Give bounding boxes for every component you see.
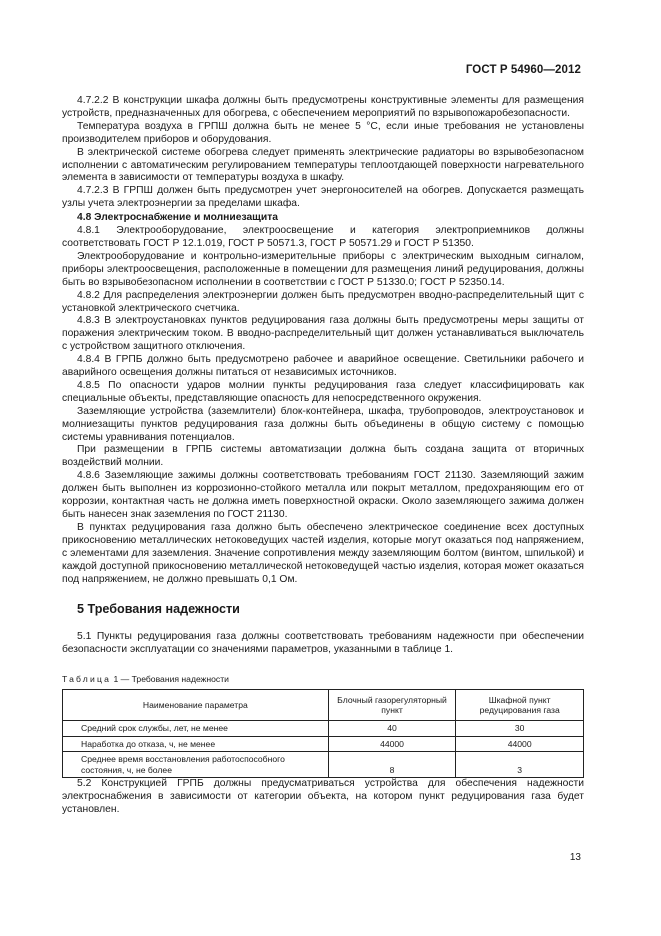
subsection-heading-4-8: 4.8 Электроснабжение и молниезащита xyxy=(77,212,278,224)
page-number: 13 xyxy=(569,852,581,863)
table-header-row xyxy=(63,690,584,721)
paragraph-4-8-3: 4.8.3 В электроустановках пунктов редуцирования газа должны быть предусмотрены меры защиты от поражения электрическим током. В вводно-распределительный щит должен устанавливаться выключатель с устройством защитного отключения. xyxy=(62,315,584,353)
section-heading-5: 5 Требования надежности xyxy=(77,602,240,617)
table-cell: 8 xyxy=(328,752,456,778)
table-cell: Наработка до отказа, ч, не менее xyxy=(63,736,329,752)
paragraph-temperature: Температура воздуха в ГРПШ должна быть не менее 5 °С, если иные требования не установлены производителем приборов и оборудования. xyxy=(62,120,584,145)
paragraph-4-7-2-2: 4.7.2.2 В конструкции шкафа должны быть предусмотрены конструктивные элементы для размещения устройств, предназначенных для обогрева, с обеспечением мероприятий по взрывопожаробезопасности. xyxy=(62,95,584,119)
table-row xyxy=(63,752,584,778)
table-row xyxy=(63,721,584,737)
table-header-parameter: Наименование параметра xyxy=(63,690,329,721)
table-cell: Среднее время восстановления работоспособного состояния, ч, не более xyxy=(63,752,329,778)
paragraph-5-2: 5.2 Конструкцией ГРПБ должны предусматриваться устройства для обеспечения надежности электроснабжения в зависимости от категории объекта, на котором пункт редуцирования газа будет установлен. xyxy=(62,778,584,816)
paragraph-4-7-2-3: 4.7.2.3 В ГРПШ должен быть предусмотрен учет энергоносителей на обогрев. Допускается размещать узлы учета электроэнергии за пределами шкафа. xyxy=(62,185,584,210)
paragraph-grounding-devices: Заземляющие устройства (заземлители) блок-контейнера, шкафа, трубопроводов, электроустановок и молниезащиты пунктов редуцирования газа должны быть объединены в общую систему с помощью системы уравнивания потенциалов. xyxy=(62,405,584,443)
paragraph-explosion-proof: Электрооборудование и контрольно-измерительные приборы с электрическим выходным сигналом, приборы электроосвещения, расположенные в помещении для размещения линий редуцирования, должны быть во взрывобезопасном исполнении в соответствии с ГОСТ Р 51330.0; ГОСТ Р 52350.14. xyxy=(62,250,584,288)
table-caption-text: 1 — Требования надежности xyxy=(113,674,229,685)
paragraph-4-8-5: 4.8.5 По опасности ударов молнии пункты редуцирования газа следует классифицировать как специальные объекты, представляющие опасность для непосредственного окружения. xyxy=(62,379,584,404)
paragraph-5-1: 5.1 Пункты редуцирования газа должны соответствовать требованиям надежности при обеспечении безопасности эксплуатации со значениями параметров, указанными в таблице 1. xyxy=(62,631,584,656)
table-row xyxy=(63,736,584,752)
table-caption xyxy=(62,674,584,685)
paragraph-electrical-connection: В пунктах редуцирования газа должно быть обеспечено электрическое соединение всех доступных прикосновению металлических нетоковедущих частей изделия, которые могут оказаться под напряжением, с элементами для заземления. Значение сопротивления между заземляющим болтом (винтом, шпилькой) и каждой доступной прикосновению металлической нетоковедущей частью изделия, которая может оказаться под напряжением, не должно превышать 0,1 Ом. xyxy=(62,521,584,585)
table-cell: Средний срок службы, лет, не менее xyxy=(63,721,329,737)
table-caption-word: Таблица xyxy=(62,674,112,685)
table-cell: 44000 xyxy=(328,736,456,752)
paragraph-4-8-6: 4.8.6 Заземляющие зажимы должны соответствовать требованиям ГОСТ 21130. Заземляющий зажим должен быть выполнен из коррозионно-стойкого металла или покрыт металлом, предохраняющим его от коррозии, контактная часть не должна иметь поверхностной окраски. Около заземляющего зажима должен быть нанесен знак заземления по ГОСТ 21130. xyxy=(62,470,584,520)
table-cell: 30 xyxy=(456,721,584,737)
reliability-table xyxy=(62,689,584,778)
table-cell: 3 xyxy=(456,752,584,778)
table-header-block-station: Блочный газорегуляторный пункт xyxy=(328,690,456,721)
paragraph-4-8-1: 4.8.1 Электрооборудование, электроосвещение и категория электроприемников должны соответствовать ГОСТ Р 12.1.019, ГОСТ Р 50571.3, ГОСТ Р 50571.29 и ГОСТ Р 51350. xyxy=(62,225,584,249)
paragraph-heating-system: В электрической системе обогрева следует применять электрические радиаторы во взрывобезопасном исполнении с автоматическим регулированием температуры теплоотдающей поверхности нагревательного элемента в зависимости от температуры воздуха в шкафу. xyxy=(62,146,584,184)
table-cell: 40 xyxy=(328,721,456,737)
table-cell: 44000 xyxy=(456,736,584,752)
standard-header: ГОСТ Р 54960—2012 xyxy=(465,64,581,76)
paragraph-4-8-4: 4.8.4 В ГРПБ должно быть предусмотрено рабочее и аварийное освещение. Светильники рабочего и аварийного освещения должны питаться от независимых источников. xyxy=(62,354,584,379)
paragraph-4-8-2: 4.8.2 Для распределения электроэнергии должен быть предусмотрен вводно-распределительный щит с установкой электрического счетчика. xyxy=(62,289,584,314)
document-body xyxy=(62,95,584,817)
paragraph-automation-protection: При размещении в ГРПБ системы автоматизации должна быть создана защита от вторичных воздействий молнии. xyxy=(62,444,584,469)
table-header-cabinet-station: Шкафной пункт редуцирования газа xyxy=(456,690,584,721)
